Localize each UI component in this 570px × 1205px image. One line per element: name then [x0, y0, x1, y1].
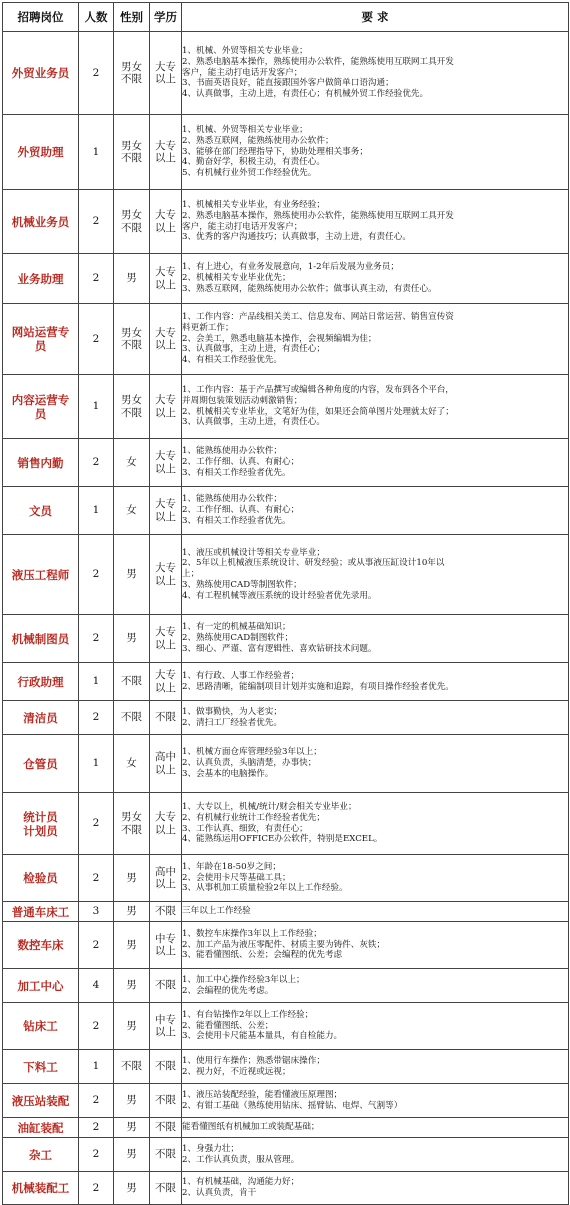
requirement-line: 1、有台钻操作2年以上工作经验；: [182, 1009, 314, 1020]
requirement-line: 3、有相关工作经验者优先。: [182, 467, 291, 478]
requirement-line: 客户，能主动打电话开发客户；: [182, 67, 303, 78]
position-cell: 机械制图员: [3, 615, 79, 663]
education-cell: 不限: [150, 1172, 182, 1205]
education-cell: 中专 以上: [150, 922, 182, 969]
requirement-line: 1、年龄在18-50岁之间；: [182, 861, 281, 872]
table-row: [3, 1003, 569, 1050]
education-cell: 大专 以上: [150, 663, 182, 701]
requirements-cell: [182, 375, 569, 439]
requirements-cell: [182, 793, 569, 855]
table-row: [3, 115, 569, 190]
position-cell: 液压工程师: [3, 535, 79, 615]
position-cell: 业务助理: [3, 254, 79, 304]
gender-cell: 男: [114, 615, 150, 663]
requirement-line: 4、有相关工作经验优先。: [182, 355, 282, 366]
requirements-cell: [182, 115, 569, 190]
table-row: [3, 32, 569, 115]
gender-cell: 女: [114, 487, 150, 535]
requirement-line: 4、认真做事，主动上进，有责任心；有机械外贸工作经验优先。: [182, 89, 429, 100]
count-cell: 1: [79, 735, 114, 793]
education-cell: 不限: [150, 1118, 182, 1138]
count-cell: 2: [79, 1003, 114, 1050]
position-cell: 内容运营专 员: [3, 375, 79, 439]
header-gender: 性别: [114, 3, 150, 32]
table-row: [3, 969, 569, 1003]
table-row: [3, 1138, 569, 1172]
gender-cell: 男: [114, 254, 150, 304]
requirement-line: 3、工作认真、细致，有责任心；: [182, 823, 308, 834]
gender-cell: 男女 不限: [114, 375, 150, 439]
requirements-cell: [182, 922, 569, 969]
count-cell: 2: [79, 1118, 114, 1138]
requirements-cell: [182, 902, 569, 922]
position-cell: 加工中心: [3, 969, 79, 1003]
job-requirements-table: [2, 2, 569, 1205]
requirements-cell: [182, 735, 569, 793]
requirements-cell: [182, 487, 569, 535]
requirement-line: 4、勤奋好学，积极主动，有责任心。: [182, 157, 325, 168]
gender-cell: 男女 不限: [114, 793, 150, 855]
gender-cell: 男女 不限: [114, 190, 150, 254]
table-row: [3, 535, 569, 615]
requirement-line: 3、能够在部门经理指导下，协助处理相关事务；: [182, 146, 368, 157]
education-cell: 大专 以上: [150, 32, 182, 115]
requirement-line: 2、熟练使用CAD制图软件；: [182, 633, 294, 644]
table-row: [3, 735, 569, 793]
gender-cell: 不限: [114, 663, 150, 701]
education-cell: 高中 以上: [150, 855, 182, 902]
requirement-line: 2、加工产品为液压零配件、材质主要为铸件、灰铁；: [182, 939, 386, 950]
requirement-line: 1、使用行车操作；熟悉带锯床操作；: [182, 1055, 325, 1066]
position-cell: 机械装配工: [3, 1172, 79, 1205]
count-cell: 1: [79, 115, 114, 190]
table-row: [3, 902, 569, 922]
education-cell: 不限: [150, 1050, 182, 1084]
education-cell: 大专 以上: [150, 793, 182, 855]
education-cell: 大专 以上: [150, 115, 182, 190]
requirement-line: 2、熟悉互联网，能熟练使用办公软件；: [182, 135, 334, 146]
position-cell: 销售内勤: [3, 439, 79, 487]
requirements-cell: [182, 615, 569, 663]
requirement-line: 1、做事勤快，为人老实；: [182, 706, 282, 717]
requirement-line: 3、会使用卡尺能基本量具，有自检能力。: [182, 1031, 343, 1042]
education-cell: 大专 以上: [150, 439, 182, 487]
header-education: 学历: [150, 3, 182, 32]
education-cell: 大专 以上: [150, 304, 182, 375]
requirement-line: 2、清扫工厂经验者优先。: [182, 717, 282, 728]
requirement-line: 2、会美工，熟悉电脑基本操作，会视频编辑为佳；: [182, 333, 377, 344]
position-cell: 统计员 计划员: [3, 793, 79, 855]
requirements-cell: [182, 190, 569, 254]
requirement-line: 3、有相关工作经验者优先。: [182, 515, 291, 526]
table-row: [3, 701, 569, 735]
table-row: [3, 1084, 569, 1118]
count-cell: 2: [79, 701, 114, 735]
requirement-line: 能看懂图纸有机械加工或装配基础；: [182, 1122, 320, 1133]
position-cell: 钻床工: [3, 1003, 79, 1050]
requirement-line: 2、熟悉电脑基本操作，熟练使用办公软件，能熟练使用互联网工具开发: [182, 56, 454, 67]
count-cell: 1: [79, 663, 114, 701]
education-cell: 大专 以上: [150, 615, 182, 663]
gender-cell: 不限: [114, 1050, 150, 1084]
requirements-cell: [182, 32, 569, 115]
requirements-cell: [182, 969, 569, 1003]
count-cell: 2: [79, 922, 114, 969]
count-cell: 1: [79, 1050, 114, 1084]
table-row: [3, 663, 569, 701]
requirement-line: 1、加工中心操作经验3年以上；: [182, 974, 305, 985]
table-row: [3, 793, 569, 855]
requirement-line: 1、液压或机械设计等相关专业毕业；: [182, 547, 325, 558]
table-header-row: [3, 3, 569, 32]
table-row: [3, 487, 569, 535]
requirement-line: 2、思路清晰，能编制项目计划并实施和追踪，有项目操作经验者优先。: [182, 681, 454, 692]
position-cell: 外贸业务员: [3, 32, 79, 115]
count-cell: 2: [79, 254, 114, 304]
requirement-line: 2、会编程的优先考虑。: [182, 985, 274, 996]
position-cell: 油缸装配: [3, 1118, 79, 1138]
position-cell: 网站运营专 员: [3, 304, 79, 375]
position-cell: 仓管员: [3, 735, 79, 793]
requirement-line: 3、会基本的电脑操作。: [182, 768, 274, 779]
count-cell: 1: [79, 487, 114, 535]
requirement-line: 料更新工作；: [182, 322, 234, 333]
count-cell: 2: [79, 855, 114, 902]
requirements-cell: [182, 1118, 569, 1138]
gender-cell: 男: [114, 922, 150, 969]
requirement-line: 2、工作仔细、认真、有耐心；: [182, 505, 300, 516]
requirement-line: 2、认真负责，头脑清楚，办事快；: [182, 758, 317, 769]
requirement-line: 4、有工程机械等液压系统的设计经验者优先录用。: [182, 590, 377, 601]
requirement-line: 上；: [182, 569, 200, 580]
requirement-line: 三年以上工作经验: [182, 906, 251, 917]
gender-cell: 男: [114, 1084, 150, 1118]
requirement-line: 3、优秀的客户沟通技巧；认真做事，主动上进，有责任心。: [182, 232, 411, 243]
position-cell: 外贸助理: [3, 115, 79, 190]
requirement-line: 3、从事机加工质量检验2年以上工作经验。: [182, 883, 348, 894]
requirement-line: 1、机械相关专业毕业，有业务经验；: [182, 199, 325, 210]
requirement-line: 3、认真做事，主动上进，有责任心；: [182, 344, 325, 355]
education-cell: 不限: [150, 1138, 182, 1172]
table-row: [3, 304, 569, 375]
requirement-line: 1、液压站装配经验，能看懂液压原理图；: [182, 1089, 343, 1100]
header-position: 招聘岗位: [3, 3, 79, 32]
requirement-line: 2、机械相关专业毕业优先；: [182, 273, 291, 284]
education-cell: 大专 以上: [150, 190, 182, 254]
count-cell: 2: [79, 793, 114, 855]
requirement-line: 5、有机械行业外贸工作经验优先。: [182, 168, 317, 179]
requirement-line: 1、有一定的机械基础知识；: [182, 622, 291, 633]
count-cell: 3: [79, 902, 114, 922]
requirements-cell: [182, 663, 569, 701]
gender-cell: 不限: [114, 701, 150, 735]
gender-cell: 男: [114, 535, 150, 615]
requirements-cell: [182, 1003, 569, 1050]
table-row: [3, 254, 569, 304]
requirements-cell: [182, 439, 569, 487]
requirement-line: 3、认真做事，主动上进，有责任心。: [182, 417, 325, 428]
requirement-line: 1、机械、外贸等相关专业毕业；: [182, 125, 308, 135]
education-cell: 不限: [150, 1084, 182, 1118]
position-cell: 普通车床工: [3, 902, 79, 922]
gender-cell: 男: [114, 902, 150, 922]
requirement-line: 并周期包装策划活动刺激销售；: [182, 395, 303, 406]
requirement-line: 2、认真负责，肯干: [182, 1188, 257, 1198]
requirement-line: 1、能熟练使用办公软件；: [182, 494, 282, 505]
requirement-line: 1、机械、外贸等相关专业毕业；: [182, 46, 308, 56]
requirement-line: 1、大专以上，机械/统计/财会相关专业毕业；: [182, 801, 357, 812]
table-row: [3, 1050, 569, 1084]
position-cell: 数控车床: [3, 922, 79, 969]
education-cell: 大专 以上: [150, 535, 182, 615]
requirement-line: 4、能熟练运用OFFICE办公软件，特别是EXCEL。: [182, 834, 383, 845]
education-cell: 不限: [150, 701, 182, 735]
position-cell: 清洁员: [3, 701, 79, 735]
education-cell: 高中 以上: [150, 735, 182, 793]
requirement-line: 2、机械相关专业毕业，文笔好为佳，如果还会简单图片处理就太好了；: [182, 406, 454, 417]
count-cell: 2: [79, 1172, 114, 1205]
requirement-line: 1、机械方面仓库管理经验3年以上；: [182, 747, 322, 758]
requirement-line: 2、有机械行业统计工作经验者优先；: [182, 812, 325, 823]
table-row: [3, 439, 569, 487]
requirement-line: 3、细心、严谨、富有逻辑性、喜欢钻研技术问题。: [182, 643, 377, 654]
education-cell: 中专 以上: [150, 1003, 182, 1050]
gender-cell: 男: [114, 1118, 150, 1138]
count-cell: 2: [79, 32, 114, 115]
requirement-line: 2、工作仔细、认真、有耐心；: [182, 457, 300, 468]
requirement-line: 1、工作内容：产品线相关美工、信息发布、网站日常运营、销售宣传资: [182, 312, 454, 322]
job-table-body: [3, 32, 569, 1205]
requirement-line: 1、身强力壮；: [182, 1143, 240, 1154]
gender-cell: 男: [114, 1138, 150, 1172]
position-cell: 检验员: [3, 855, 79, 902]
count-cell: 2: [79, 439, 114, 487]
gender-cell: 男: [114, 1172, 150, 1205]
education-cell: 大专 以上: [150, 487, 182, 535]
requirements-cell: [182, 1138, 569, 1172]
gender-cell: 男: [114, 855, 150, 902]
table-row: [3, 855, 569, 902]
education-cell: 不限: [150, 969, 182, 1003]
table-row: [3, 190, 569, 254]
gender-cell: 女: [114, 439, 150, 487]
requirements-cell: [182, 304, 569, 375]
requirement-line: 1、工作内容：基于产品撰写或编辑各种角度的内容，发布到各个平台，: [182, 384, 454, 395]
requirement-line: 3、能看懂图纸、公差；会编程的优先考虑: [182, 950, 343, 961]
requirement-line: 2、会使用卡尺等基础工具；: [182, 872, 291, 883]
requirements-cell: [182, 701, 569, 735]
requirements-cell: [182, 1050, 569, 1084]
count-cell: 2: [79, 304, 114, 375]
requirements-cell: [182, 1084, 569, 1118]
position-cell: 杂工: [3, 1138, 79, 1172]
requirements-cell: [182, 855, 569, 902]
requirements-cell: [182, 254, 569, 304]
position-cell: 液压站装配: [3, 1084, 79, 1118]
requirement-line: 3、熟练使用CAD等制图软件；: [182, 579, 302, 590]
requirements-cell: [182, 535, 569, 615]
requirement-line: 2、视力好，不近视或远视；: [182, 1066, 291, 1077]
requirement-line: 2、5年以上机械液压系统设计、研发经验；或从事液压缸设计10年以: [182, 558, 445, 569]
count-cell: 2: [79, 190, 114, 254]
header-count: 人数: [79, 3, 114, 32]
requirement-line: 2、熟悉电脑基本操作，熟练使用办公软件，能熟练使用互联网工具开发: [182, 210, 454, 221]
requirement-line: 1、有行政、人事工作经验者；: [182, 670, 300, 681]
education-cell: 不限: [150, 902, 182, 922]
requirement-line: 1、能熟练使用办公软件；: [182, 446, 282, 457]
gender-cell: 男: [114, 969, 150, 1003]
requirement-line: 2、有钳工基础（熟练使用钻床、摇臂钻、电焊、气割等）: [182, 1100, 403, 1111]
position-cell: 文员: [3, 487, 79, 535]
requirement-line: 1、有上进心，有业务发展意向，1-2年后发展为业务员；: [182, 262, 399, 273]
count-cell: 1: [79, 375, 114, 439]
gender-cell: 女: [114, 735, 150, 793]
count-cell: 2: [79, 1138, 114, 1172]
requirement-line: 3、书面英语良好，能直接跟国外客户做简单口语沟通；: [182, 78, 394, 89]
gender-cell: 男女 不限: [114, 304, 150, 375]
requirement-line: 3、熟悉互联网，能熟练使用办公软件；做事认真主动，有责任心。: [182, 283, 437, 294]
table-row: [3, 615, 569, 663]
table-row: [3, 922, 569, 969]
gender-cell: 男: [114, 1003, 150, 1050]
table-row: [3, 1118, 569, 1138]
count-cell: 4: [79, 969, 114, 1003]
requirement-line: 2、能看懂图纸、公差；: [182, 1020, 274, 1031]
gender-cell: 男女 不限: [114, 115, 150, 190]
header-requirements: 要 求: [182, 3, 569, 32]
count-cell: 2: [79, 1084, 114, 1118]
gender-cell: 男女 不限: [114, 32, 150, 115]
count-cell: 2: [79, 535, 114, 615]
requirement-line: 1、数控车床操作3年以上工作经验；: [182, 928, 322, 939]
position-cell: 机械业务员: [3, 190, 79, 254]
requirement-line: 1、有机械基础，沟通能力好；: [182, 1177, 300, 1188]
table-row: [3, 375, 569, 439]
position-cell: 行政助理: [3, 663, 79, 701]
requirement-line: 2、工作认真负责，服从管理。: [182, 1154, 300, 1165]
education-cell: 大专 以上: [150, 375, 182, 439]
education-cell: 大专 以上: [150, 254, 182, 304]
requirement-line: 客户，能主动打电话开发客户；: [182, 221, 303, 232]
position-cell: 下料工: [3, 1050, 79, 1084]
count-cell: 2: [79, 615, 114, 663]
